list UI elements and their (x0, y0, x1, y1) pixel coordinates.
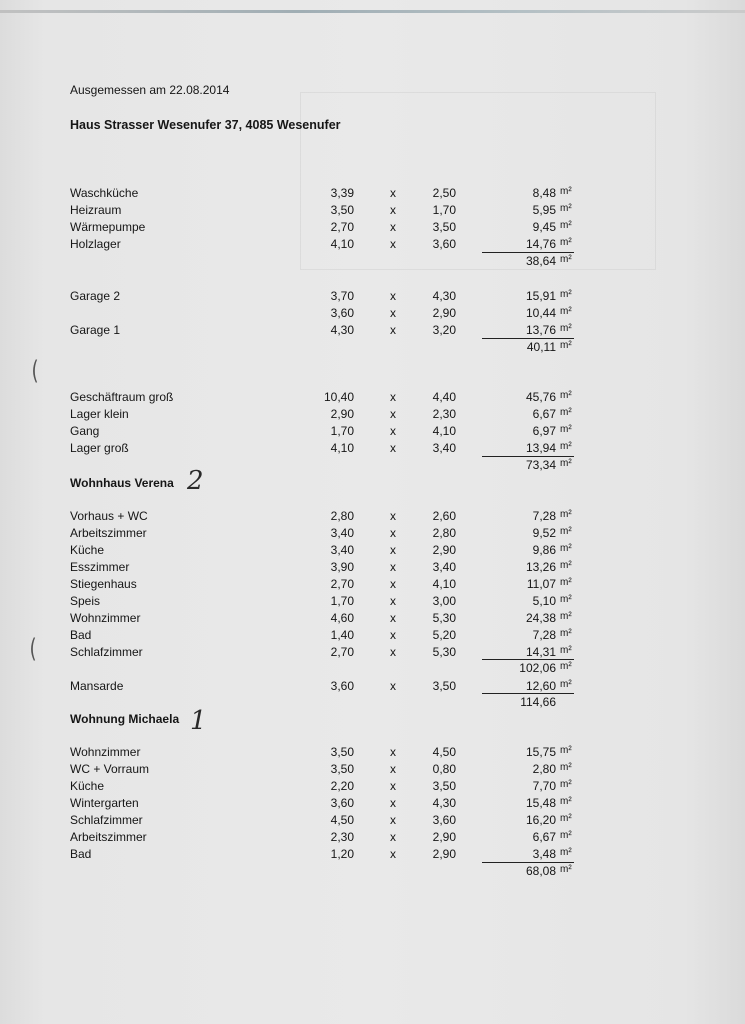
unit-label: m² (560, 526, 572, 537)
times-symbol: x (390, 679, 396, 693)
subtotal-area: 68,08 m² (525, 864, 572, 878)
times-symbol: x (390, 441, 396, 455)
scan-edge-line (0, 10, 745, 13)
dimension-b: 3,60 (432, 813, 456, 827)
unit-label: m² (560, 628, 572, 639)
room-label: Gang (70, 424, 100, 438)
dimension-b: 3,50 (432, 779, 456, 793)
dimension-a: 3,90 (330, 560, 354, 574)
room-area: 13,94 m² (525, 441, 572, 455)
room-label: Lager groß (70, 441, 129, 455)
unit-label: m² (560, 220, 572, 231)
dimension-b: 3,50 (432, 220, 456, 234)
room-area: 16,20 m² (525, 813, 572, 827)
room-area: 13,76 m² (525, 323, 572, 337)
room-label: Schlafzimmer (70, 813, 143, 827)
dimension-b: 5,30 (432, 611, 456, 625)
room-label: Geschäftraum groß (70, 390, 174, 404)
dimension-b: 3,60 (432, 237, 456, 251)
unit-label: m² (560, 390, 572, 401)
times-symbol: x (390, 577, 396, 591)
dimension-a: 3,50 (330, 203, 354, 217)
room-label: Vorhaus + WC (70, 509, 148, 523)
times-symbol: x (390, 203, 396, 217)
unit-label: m² (560, 611, 572, 622)
unit-label: m² (560, 441, 572, 452)
room-area: 15,48 m² (525, 796, 572, 810)
times-symbol: x (390, 407, 396, 421)
room-label: Bad (70, 628, 92, 642)
times-symbol: x (390, 594, 396, 608)
room-area: 6,67 m² (532, 407, 572, 421)
room-label: Lager klein (70, 407, 129, 421)
dimension-a: 3,40 (330, 526, 354, 540)
dimension-b: 0,80 (432, 762, 456, 776)
room-area: 3,48 m² (532, 847, 572, 861)
dimension-b: 4,30 (432, 289, 456, 303)
room-label: Schlafzimmer (70, 645, 143, 659)
room-area: 5,95 m² (532, 203, 572, 217)
unit-label: m² (560, 830, 572, 841)
unit-label: m² (560, 340, 572, 351)
dimension-a: 3,60 (330, 679, 354, 693)
room-label: Heizraum (70, 203, 122, 217)
measured-date: Ausgemessen am 22.08.2014 (70, 83, 230, 97)
dimension-a: 1,70 (330, 424, 354, 438)
times-symbol: x (390, 847, 396, 861)
times-symbol: x (390, 306, 396, 320)
unit-label: m² (560, 577, 572, 588)
times-symbol: x (390, 509, 396, 523)
unit-label: m² (560, 306, 572, 317)
room-label: Holzlager (70, 237, 121, 251)
room-label: Esszimmer (70, 560, 130, 574)
dimension-b: 2,90 (432, 830, 456, 844)
dimension-b: 5,20 (432, 628, 456, 642)
room-label: Küche (70, 543, 105, 557)
dimension-a: 4,10 (330, 237, 354, 251)
room-area: 15,91 m² (525, 289, 572, 303)
handwritten-number: 1 (190, 706, 207, 736)
dimension-a: 1,20 (330, 847, 354, 861)
unit-label: m² (560, 289, 572, 300)
dimension-a: 2,80 (330, 509, 354, 523)
room-label: Wohnzimmer (70, 745, 141, 759)
room-label: Wintergarten (70, 796, 139, 810)
dimension-b: 2,80 (432, 526, 456, 540)
dimension-a: 2,90 (330, 407, 354, 421)
dimension-a: 2,30 (330, 830, 354, 844)
margin-mark: ( (31, 356, 39, 386)
room-area: 9,45 m² (532, 220, 572, 234)
room-area: 14,76 m² (525, 237, 572, 251)
unit-label: m² (560, 543, 572, 554)
room-area: 9,52 m² (532, 526, 572, 540)
subtotal-area: 38,64 m² (525, 254, 572, 268)
grand-total: 114,66 (520, 695, 556, 709)
unit-label: m² (560, 661, 572, 672)
dimension-a: 2,70 (330, 220, 354, 234)
unit-label: m² (560, 779, 572, 790)
unit-label: m² (560, 424, 572, 435)
times-symbol: x (390, 220, 396, 234)
unit-label: m² (560, 594, 572, 605)
times-symbol: x (390, 645, 396, 659)
dimension-b: 5,30 (432, 645, 456, 659)
dimension-b: 2,60 (432, 509, 456, 523)
dimension-b: 4,10 (432, 577, 456, 591)
dimension-a: 4,30 (330, 323, 354, 337)
times-symbol: x (390, 762, 396, 776)
unit-label: m² (560, 186, 572, 197)
times-symbol: x (390, 611, 396, 625)
room-area: 10,44 m² (525, 306, 572, 320)
times-symbol: x (390, 813, 396, 827)
room-label: Stiegenhaus (70, 577, 137, 591)
section-heading: Wohnung Michaela (70, 712, 180, 726)
dimension-a: 3,40 (330, 543, 354, 557)
times-symbol: x (390, 424, 396, 438)
dimension-b: 3,40 (432, 560, 456, 574)
dimension-b: 3,50 (432, 679, 456, 693)
unit-label: m² (560, 762, 572, 773)
page-title: Haus Strasser Wesenufer 37, 4085 Wesenufer (70, 118, 341, 132)
room-label: Garage 1 (70, 323, 121, 337)
room-label: Arbeitszimmer (70, 830, 147, 844)
dimension-a: 3,50 (330, 745, 354, 759)
dimension-b: 2,90 (432, 306, 456, 320)
dimension-a: 3,50 (330, 762, 354, 776)
sum-underline (482, 693, 574, 694)
room-label: Bad (70, 847, 92, 861)
times-symbol: x (390, 628, 396, 642)
unit-label: m² (560, 203, 572, 214)
dimension-a: 3,39 (330, 186, 354, 200)
dimension-a: 2,70 (330, 577, 354, 591)
room-area: 5,10 m² (532, 594, 572, 608)
dimension-b: 2,90 (432, 543, 456, 557)
room-label: Wohnzimmer (70, 611, 141, 625)
dimension-b: 3,00 (432, 594, 456, 608)
unit-label: m² (560, 237, 572, 248)
dimension-b: 1,70 (432, 203, 456, 217)
unit-label: m² (560, 407, 572, 418)
room-label: Wärmepumpe (70, 220, 146, 234)
unit-label: m² (560, 847, 572, 858)
dimension-b: 2,30 (432, 407, 456, 421)
dimension-a: 2,70 (330, 645, 354, 659)
room-area: 15,75 m² (525, 745, 572, 759)
dimension-a: 3,60 (330, 796, 354, 810)
room-label: Speis (70, 594, 101, 608)
times-symbol: x (390, 390, 396, 404)
dimension-a: 2,20 (330, 779, 354, 793)
times-symbol: x (390, 543, 396, 557)
unit-label: m² (560, 560, 572, 571)
unit-label: m² (560, 458, 572, 469)
subtotal-area: 40,11 m² (526, 340, 572, 354)
dimension-a: 1,70 (330, 594, 354, 608)
dimension-b: 3,40 (432, 441, 456, 455)
unit-label: m² (560, 645, 572, 656)
unit-label: m² (560, 323, 572, 334)
dimension-a: 1,40 (330, 628, 354, 642)
room-label: Mansarde (70, 679, 124, 693)
dimension-b: 4,40 (432, 390, 456, 404)
dimension-a: 4,10 (330, 441, 354, 455)
room-area: 13,26 m² (525, 560, 572, 574)
section-heading: Wohnhaus Verena (70, 476, 174, 490)
room-label: Garage 2 (70, 289, 121, 303)
room-area: 11,07 m² (526, 577, 572, 591)
room-area: 7,28 m² (532, 628, 572, 642)
times-symbol: x (390, 526, 396, 540)
room-label: Küche (70, 779, 105, 793)
times-symbol: x (390, 779, 396, 793)
dimension-b: 4,10 (432, 424, 456, 438)
subtotal-area: 73,34 m² (525, 458, 572, 472)
dimension-b: 4,50 (432, 745, 456, 759)
room-area: 8,48 m² (532, 186, 572, 200)
times-symbol: x (390, 796, 396, 810)
room-area: 24,38 m² (525, 611, 572, 625)
dimension-a: 4,50 (330, 813, 354, 827)
room-area: 6,67 m² (532, 830, 572, 844)
times-symbol: x (390, 186, 396, 200)
room-label: Waschküche (70, 186, 139, 200)
dimension-a: 10,40 (323, 390, 354, 404)
unit-label: m² (560, 679, 572, 690)
times-symbol: x (390, 745, 396, 759)
times-symbol: x (390, 830, 396, 844)
room-area: 9,86 m² (532, 543, 572, 557)
unit-label: m² (560, 254, 572, 265)
dimension-a: 3,60 (330, 306, 354, 320)
dimension-b: 3,20 (432, 323, 456, 337)
dimension-a: 4,60 (330, 611, 354, 625)
room-area: 7,70 m² (532, 779, 572, 793)
room-area: 45,76 m² (525, 390, 572, 404)
room-area: 2,80 m² (532, 762, 572, 776)
dimension-b: 2,90 (432, 847, 456, 861)
unit-label: m² (560, 796, 572, 807)
dimension-b: 4,30 (432, 796, 456, 810)
dimension-b: 2,50 (432, 186, 456, 200)
room-area: 6,97 m² (532, 424, 572, 438)
unit-label: m² (560, 745, 572, 756)
room-label: Arbeitszimmer (70, 526, 147, 540)
room-area: 14,31 m² (525, 645, 572, 659)
unit-label: m² (560, 509, 572, 520)
margin-mark: ( (29, 634, 37, 664)
unit-label: m² (560, 813, 572, 824)
room-area: 7,28 m² (532, 509, 572, 523)
times-symbol: x (390, 323, 396, 337)
handwritten-number: 2 (187, 466, 204, 496)
times-symbol: x (390, 237, 396, 251)
dimension-a: 3,70 (330, 289, 354, 303)
room-area: 12,60 m² (525, 679, 572, 693)
times-symbol: x (390, 289, 396, 303)
subtotal-area: 102,06 m² (519, 661, 572, 675)
unit-label: m² (560, 864, 572, 875)
room-label: WC + Vorraum (70, 762, 150, 776)
times-symbol: x (390, 560, 396, 574)
